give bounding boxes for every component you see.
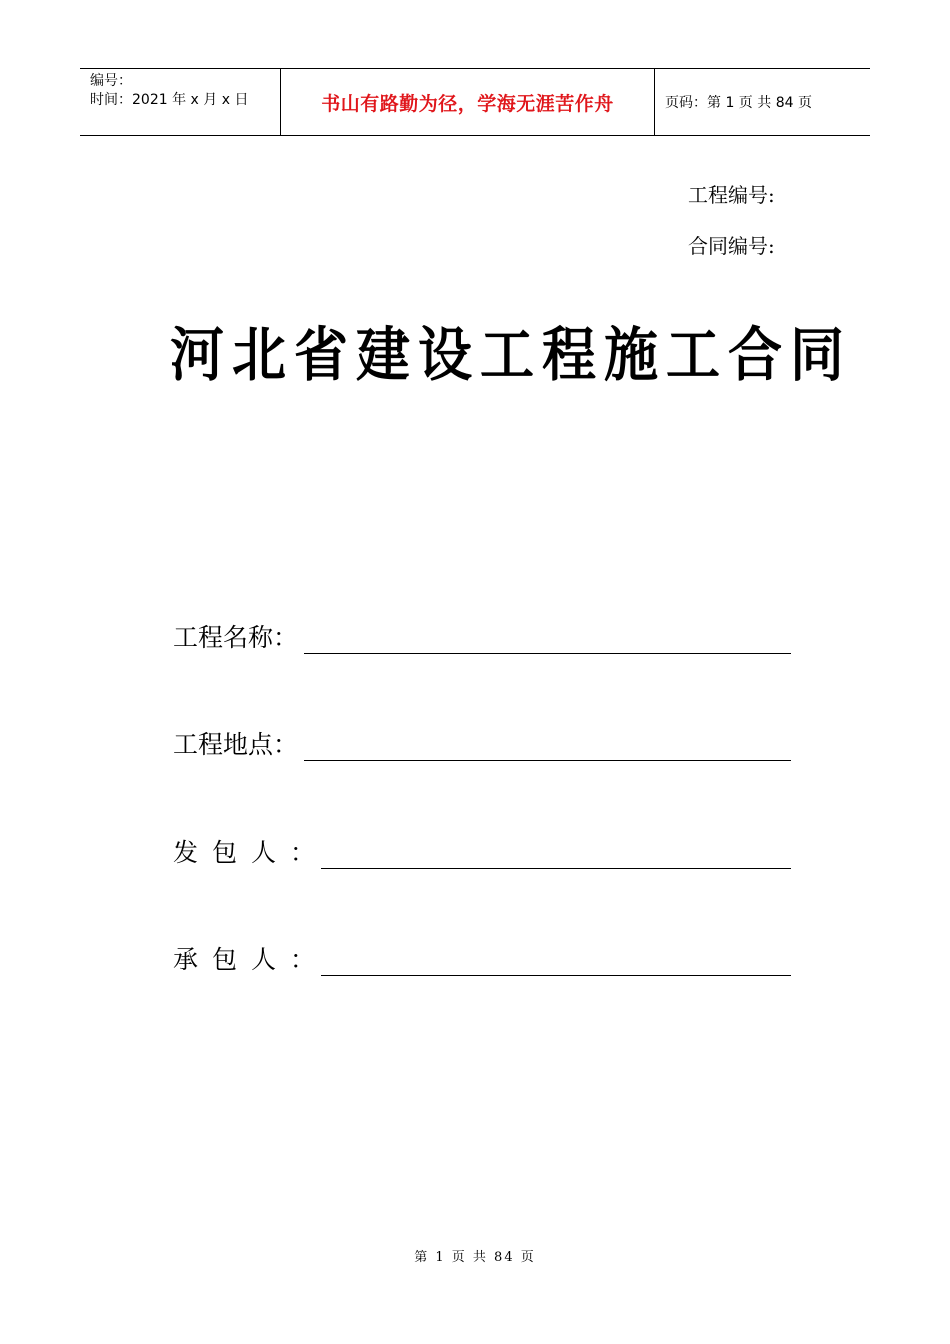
field-label: 工程地点 (173, 730, 274, 759)
field-project-name (173, 614, 791, 654)
field-blank-line[interactable] (321, 945, 791, 976)
field-label: 工程名称 (173, 623, 274, 652)
project-number-label: 工程编号: (688, 183, 775, 207)
header-page-cell (655, 69, 870, 135)
motto-text: 书山有路勤为径，学海无涯苦作舟 (321, 92, 614, 115)
page-info: 页码：第 1 页 共 84 页 (665, 95, 812, 111)
field-project-location (173, 721, 791, 761)
field-blank-line[interactable] (304, 730, 791, 761)
document-numbers (688, 170, 775, 272)
field-colon: ： (290, 945, 316, 974)
date-label: 时间：2021 年 x 月 x 日 (90, 92, 249, 108)
field-colon: ： (273, 623, 299, 652)
field-label: 发包人 (173, 838, 291, 867)
field-colon: ： (290, 838, 316, 867)
header-meta-cell (80, 69, 281, 135)
page-footer: 第 1 页 共 84 页 (414, 1250, 536, 1265)
field-blank-line[interactable] (321, 838, 791, 869)
document-title: 河北省建设工程施工合同 (170, 320, 852, 389)
page-header (80, 68, 870, 136)
field-contractor (173, 936, 791, 976)
field-colon: ： (273, 730, 299, 759)
header-motto-cell (281, 69, 655, 135)
field-label: 承包人 (173, 945, 291, 974)
doc-number-label: 编号： (90, 73, 132, 89)
field-employer (173, 829, 791, 869)
contract-number-label: 合同编号: (688, 234, 775, 258)
field-blank-line[interactable] (304, 623, 791, 654)
